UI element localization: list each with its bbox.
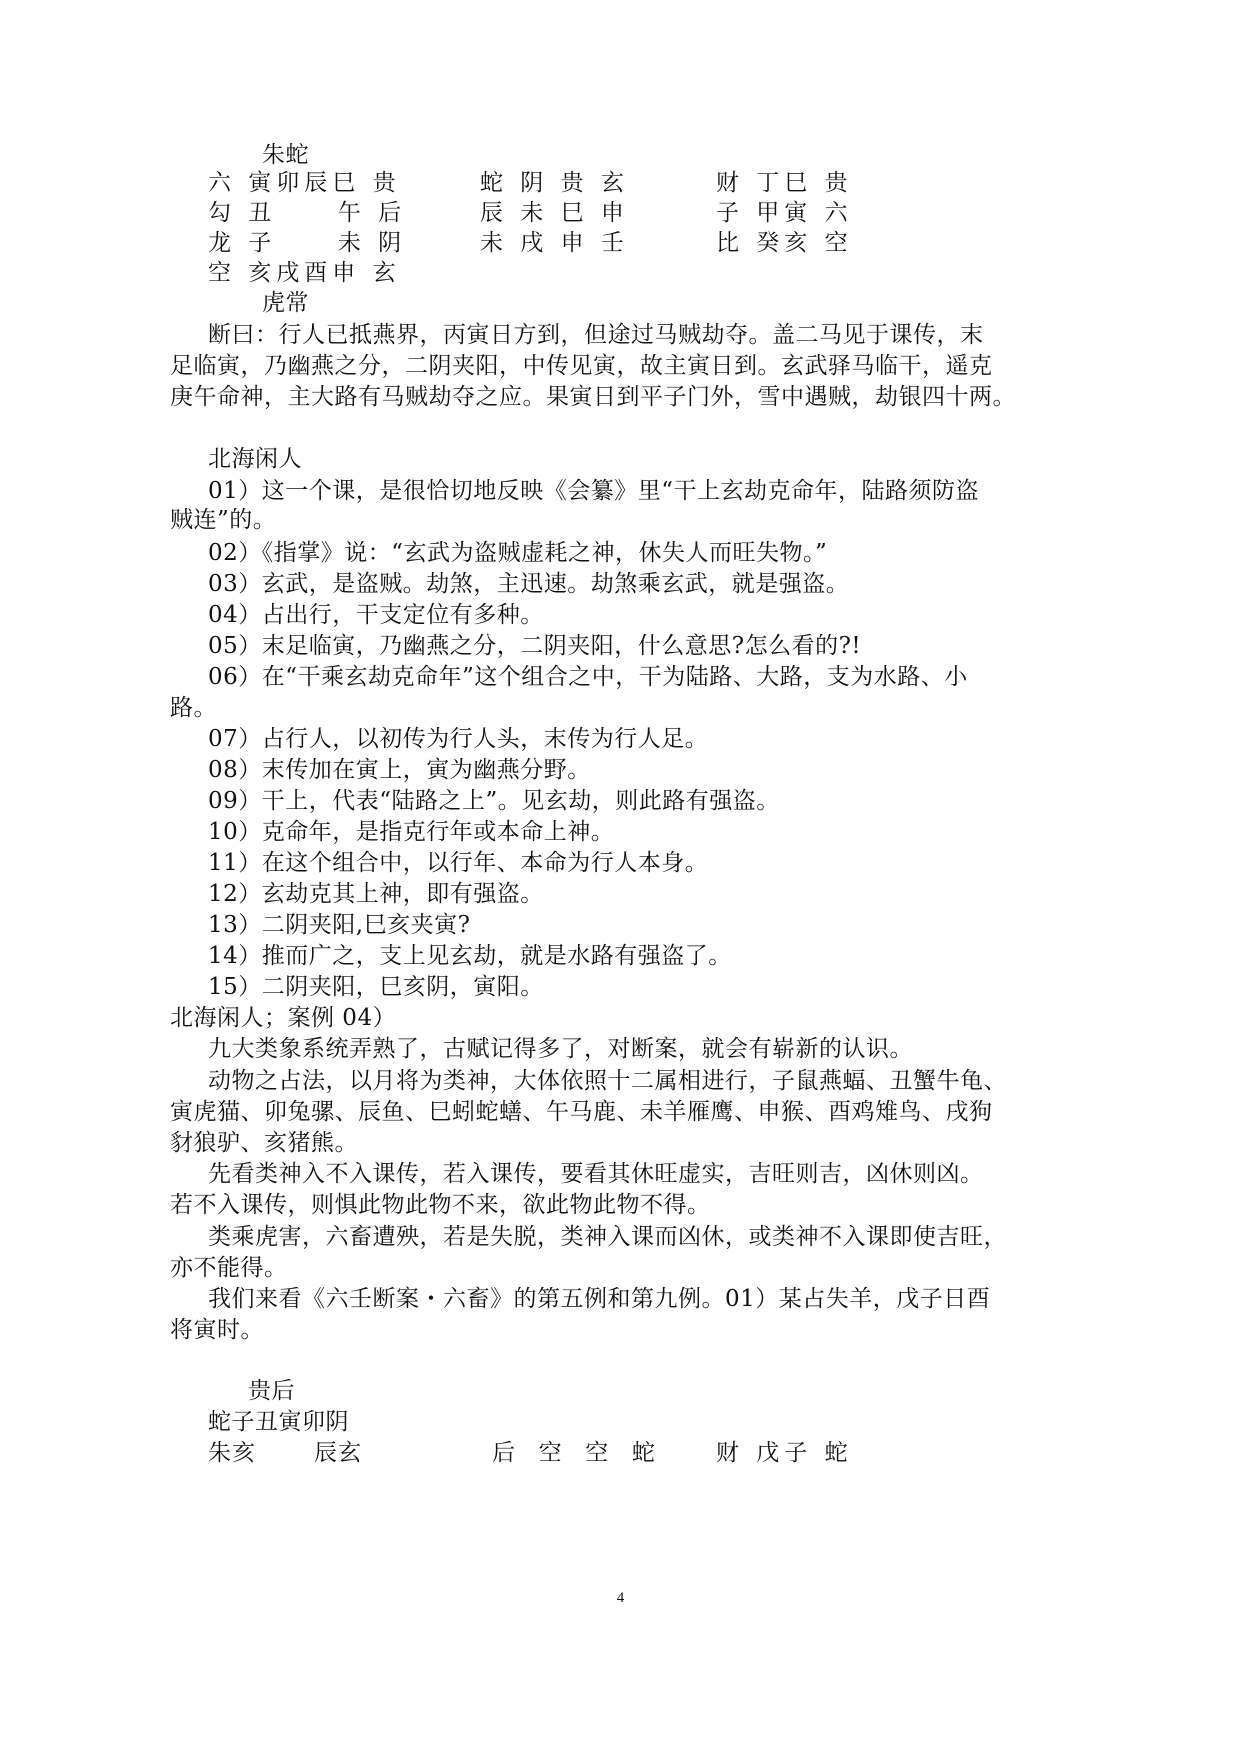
chart1-bottom-label: 虎常 [262,290,309,316]
commentary-item: 14）推而广之，支上见玄劫，就是水路有强盗了。 [208,943,732,969]
chart1-transmission-cell: 财 丁巳 贵 [716,170,853,196]
page-number: 4 [616,1590,625,1606]
case-paragraph-line: 我们来看《六壬断案・六畜》的第五例和第九例。01）某占失羊，戊子日酉 [208,1286,991,1312]
verdict-line: 足临寅，乃幽燕之分，二阴夹阳，中传见寅，故主寅日到。玄武驿马临干，遥克 [170,353,993,379]
chart1-transmission-cell: 比 癸亥 空 [716,230,853,256]
chart1-grid-cell: 勾 丑 午 后 [208,200,407,226]
case-paragraph-line: 九大类象系统弄熟了，古赋记得多了，对断案，就会有崭新的认识。 [208,1036,913,1062]
case-paragraph-line: 亦不能得。 [170,1255,288,1281]
chart1-grid-cell: 六 寅卯辰巳 贵 [208,170,401,196]
case-paragraph-line: 将寅时。 [170,1317,264,1343]
case-paragraph-line: 豺狼驴、亥猪熊。 [170,1130,358,1156]
commentary-item: 11）在这个组合中，以行年、本命为行人本身。 [208,850,709,876]
commentary-item: 08）末传加在寅上，寅为幽燕分野。 [208,757,591,783]
chart1-grid-cell: 龙 子 未 阴 [208,230,407,256]
chart2-transmission-cell: 财 戊子 蛇 [716,1440,853,1466]
chart1-lessons-cell: 辰 未 巳 申 [480,200,629,226]
commentary-item: 01）这一个课，是很恰切地反映《会纂》里“干上玄劫克命年，陆路须防盗 [208,478,980,504]
commentary-author: 北海闲人 [208,446,302,472]
chart1-top-label: 朱蛇 [262,142,309,168]
commentary-item: 09）干上，代表“陆路之上”。见玄劫，则此路有强盗。 [208,788,780,814]
verdict-line: 庚午命神，主大路有马贼劫夺之应。果寅日到平子门外，雪中遇贼，劫银四十两。 [170,384,1016,410]
commentary-item: 贼连”的。 [170,507,277,533]
chart2-grid-cell: 朱亥 辰玄 [208,1440,363,1466]
chart2-lessons-cell: 后 空 空 蛇 [492,1440,658,1466]
commentary-item: 12）玄劫克其上神，即有强盗。 [208,881,544,907]
chart1-lessons-cell: 未 戌 申 壬 [480,230,629,256]
case-paragraph-line: 寅虎猫、卯兔骡、辰鱼、巳蚓蛇蟮、午马鹿、未羊雁鹰、申猴、酉鸡雉鸟、戌狗 [170,1099,993,1125]
commentary-item: 06）在“干乘玄劫克命年”这个组合之中，干为陆路、大路，支为水路、小 [208,664,968,690]
commentary-item: 05）末足临寅，乃幽燕之分，二阴夹阳，什么意思?怎么看的?! [208,633,862,659]
commentary-item: 15）二阴夹阳，巳亥阴，寅阳。 [208,974,544,1000]
case-paragraph-line: 若不入课传，则惧此物此物不来，欲此物此物不得。 [170,1192,711,1218]
case-heading: 北海闲人；案例 04） [170,1005,397,1031]
chart2-top-label: 贵后 [248,1378,295,1404]
commentary-item: 10）克命年，是指克行年或本命上神。 [208,819,615,845]
commentary-item: 03）玄武，是盗贼。劫煞，主迅速。劫煞乘玄武，就是强盗。 [208,571,850,597]
chart1-transmission-cell: 子 甲寅 六 [716,200,853,226]
commentary-item: 02）《指掌》说：“玄武为盗贼虚耗之神，休失人而旺失物。” [208,540,828,566]
commentary-item: 13）二阴夹阳,巳亥夹寅? [208,912,471,938]
chart1-grid-cell: 空 亥戌酉申 玄 [208,260,401,286]
commentary-item: 04）占出行，干支定位有多种。 [208,602,544,628]
chart1-lessons-cell: 蛇 阴 贵 玄 [480,170,629,196]
commentary-item: 07）占行人，以初传为行人头，末传为行人足。 [208,726,709,752]
commentary-item: 路。 [170,695,217,721]
verdict-line: 断曰：行人已抵燕界，丙寅日方到，但途过马贼劫夺。盖二马见于课传，末 [208,322,984,348]
case-paragraph-line: 类乘虎害，六畜遭殃，若是失脱，类神入课而凶休，或类神不入课即使吉旺， [208,1224,1007,1250]
case-paragraph-line: 先看类神入不入课传，若入课传，要看其休旺虚实，吉旺则吉，凶休则凶。 [208,1161,984,1187]
chart2-grid-row: 蛇子丑寅卯阴 [208,1409,349,1435]
case-paragraph-line: 动物之占法，以月将为类神，大体依照十二属相进行，子鼠燕蝠、丑蟹牛龟、 [208,1068,1007,1094]
